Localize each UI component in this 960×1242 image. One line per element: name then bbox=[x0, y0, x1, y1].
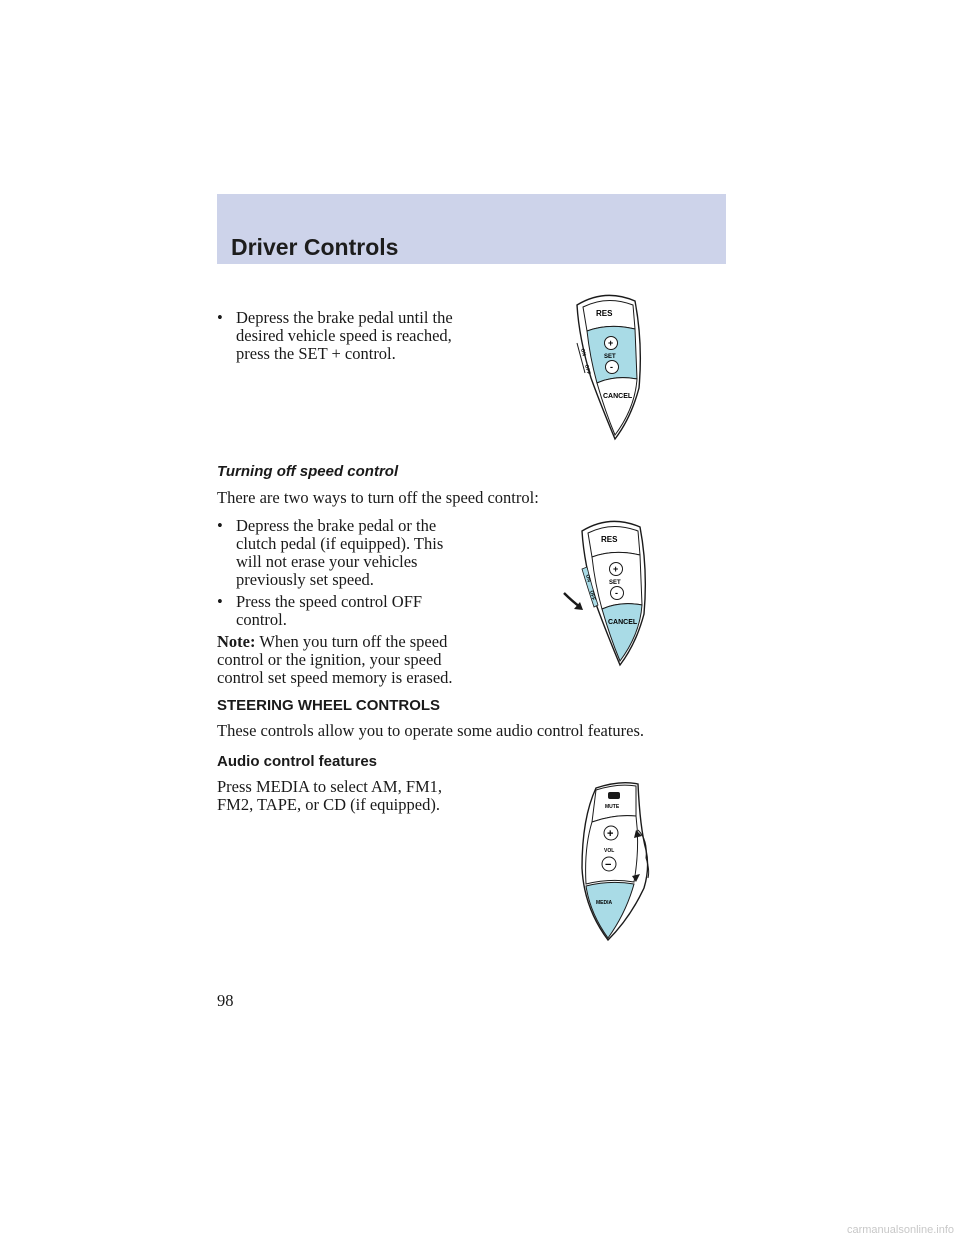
bullet-marker: • bbox=[217, 592, 223, 611]
bullet-marker: • bbox=[217, 516, 223, 535]
minus-glyph: - bbox=[610, 362, 613, 372]
body-text-line: Depress the brake pedal or the bbox=[236, 516, 437, 535]
body-text-line: Press MEDIA to select AM, FM1, bbox=[217, 777, 443, 796]
note-line bbox=[217, 634, 447, 650]
audio-control-figure bbox=[570, 778, 660, 948]
body-text-line: previously set speed. bbox=[236, 570, 374, 589]
page-number: 98 bbox=[217, 991, 234, 1010]
on-label: ON bbox=[584, 573, 592, 583]
note-text: When you turn off the speed bbox=[259, 632, 448, 651]
off-label: OFF bbox=[583, 363, 592, 376]
cancel-label: CANCEL bbox=[603, 393, 633, 400]
res-label: RES bbox=[601, 535, 618, 544]
body-text-line: control. bbox=[236, 610, 287, 629]
res-label: RES bbox=[596, 309, 613, 318]
body-text-line: control or the ignition, your speed bbox=[217, 650, 442, 669]
section-title: Driver Controls bbox=[231, 234, 399, 260]
speed-control-set-figure bbox=[565, 283, 655, 448]
set-label: SET bbox=[609, 580, 621, 586]
set-label: SET bbox=[604, 354, 616, 360]
plus-glyph: + bbox=[608, 338, 614, 348]
cancel-label: CANCEL bbox=[608, 619, 638, 626]
plus-glyph: + bbox=[607, 828, 614, 840]
body-text-line: control set speed memory is erased. bbox=[217, 668, 453, 687]
media-label: MEDIA bbox=[596, 900, 613, 906]
vol-label: VOL bbox=[604, 848, 615, 854]
body-text-line: These controls allow you to operate some audio control features. bbox=[217, 721, 645, 740]
section-header-band bbox=[217, 194, 726, 264]
body-text-line: There are two ways to turn off the speed control: bbox=[217, 488, 539, 507]
body-text-line: Depress the brake pedal until the bbox=[236, 308, 453, 327]
mute-label: MUTE bbox=[605, 804, 620, 810]
body-text-line: will not erase your vehicles bbox=[236, 552, 418, 571]
minus-glyph: - bbox=[615, 588, 618, 598]
body-text-line: desired vehicle speed is reached, bbox=[236, 326, 452, 345]
speed-control-off-figure bbox=[560, 509, 660, 674]
minus-glyph: − bbox=[605, 859, 612, 871]
subsection-heading: Turning off speed control bbox=[217, 463, 399, 480]
off-label: OFF bbox=[588, 589, 597, 602]
subsection-heading: Audio control features bbox=[217, 753, 378, 770]
body-text-line: Press the speed control OFF bbox=[236, 592, 423, 611]
bullet-marker: • bbox=[217, 308, 223, 327]
body-text-line: clutch pedal (if equipped). This bbox=[236, 534, 444, 553]
phone-icon bbox=[608, 792, 620, 799]
footer-watermark[interactable]: carmanualsonline.info bbox=[846, 1224, 954, 1236]
on-label: ON bbox=[579, 347, 587, 357]
section-heading: STEERING WHEEL CONTROLS bbox=[217, 697, 441, 714]
plus-glyph: + bbox=[613, 564, 619, 574]
body-text-line: FM2, TAPE, or CD (if equipped). bbox=[217, 795, 440, 814]
body-text-line: press the SET + control. bbox=[236, 344, 396, 363]
note-label: Note: bbox=[217, 632, 256, 651]
